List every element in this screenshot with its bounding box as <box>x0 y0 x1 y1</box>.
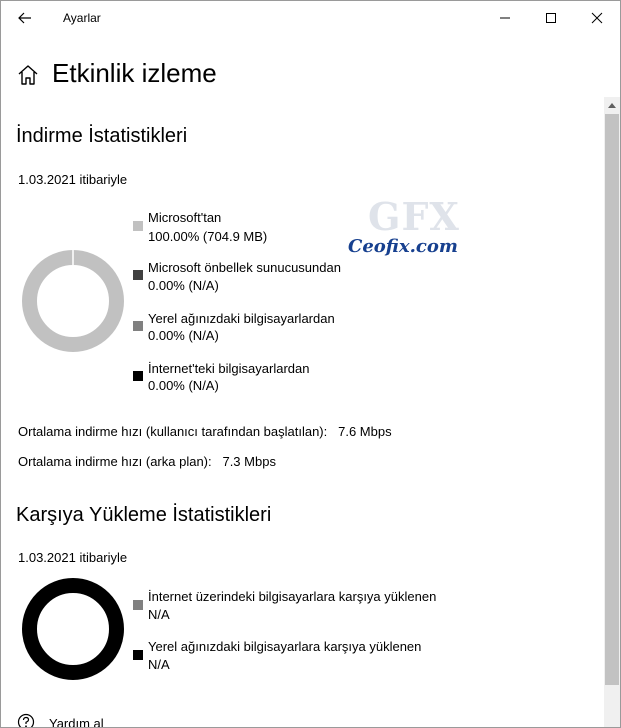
upload-legend-name-local-network: Yerel ağınızdaki bilgisayarlara karşıya yüklenen <box>148 639 422 654</box>
download-legend-name-local-network: Yerel ağınızdaki bilgisayarlardan <box>148 311 335 326</box>
download-legend-name-cache-server: Microsoft önbellek sunucusundan <box>148 260 341 275</box>
watermark-site-text: Ceofix.com <box>348 236 458 257</box>
download-legend-name-internet: İnternet'teki bilgisayarlardan <box>148 361 310 376</box>
upload-legend-swatch-local-network <box>133 650 143 660</box>
download-heading: İndirme İstatistikleri <box>16 125 188 147</box>
vertical-scrollbar[interactable] <box>604 97 620 727</box>
download-legend-value-cache-server: 0.00% (N/A) <box>148 278 219 293</box>
avg-download-background-value: 7.3 Mbps <box>222 454 276 469</box>
back-button[interactable] <box>9 5 41 31</box>
scroll-thumb[interactable] <box>605 114 619 685</box>
maximize-button[interactable] <box>528 1 574 35</box>
page-title: Etkinlik izleme <box>52 58 217 88</box>
maximize-icon <box>545 12 557 24</box>
help-icon[interactable] <box>17 713 35 728</box>
avg-download-user-label: Ortalama indirme hızı (kullanıcı tarafından başlatılan): <box>18 424 328 439</box>
upload-heading: Karşıya Yükleme İstatistikleri <box>16 504 272 526</box>
download-donut-ring <box>30 258 117 345</box>
title-bar <box>1 1 620 35</box>
download-legend-swatch-cache-server <box>133 270 143 280</box>
download-legend-value-local-network: 0.00% (N/A) <box>148 328 219 343</box>
download-legend-name-microsoft: Microsoft'tan <box>148 210 222 225</box>
upload-donut-ring <box>30 586 117 673</box>
app-title: Ayarlar <box>63 11 101 25</box>
upload-legend-swatch-internet <box>133 600 143 610</box>
close-button[interactable] <box>574 1 620 35</box>
avg-download-user <box>18 424 392 439</box>
scroll-up-button[interactable] <box>604 97 620 113</box>
upload-legend-name-internet: İnternet üzerindeki bilgisayarlara karşıya yüklenen <box>148 589 437 604</box>
back-arrow-icon <box>18 12 32 24</box>
download-donut-chart <box>22 250 124 352</box>
home-icon[interactable] <box>17 64 39 86</box>
scroll-up-arrow-icon <box>608 102 616 108</box>
close-icon <box>591 12 603 24</box>
watermark-gfx-text: GFX <box>368 194 460 239</box>
help-link[interactable]: Yardım al <box>49 716 104 728</box>
minimize-icon <box>499 12 511 24</box>
upload-as-of: 1.03.2021 itibariyle <box>18 550 128 565</box>
avg-download-background <box>18 454 276 469</box>
avg-download-background-label: Ortalama indirme hızı (arka plan): <box>18 454 212 469</box>
download-legend-value-microsoft: 100.00% (704.9 MB) <box>148 229 268 244</box>
watermark-logo <box>346 194 458 266</box>
download-as-of: 1.03.2021 itibariyle <box>18 172 128 187</box>
download-legend-swatch-microsoft <box>133 221 143 231</box>
download-legend-value-internet: 0.00% (N/A) <box>148 378 219 393</box>
upload-legend-value-local-network: N/A <box>148 657 170 672</box>
minimize-button[interactable] <box>482 1 528 35</box>
download-legend-swatch-internet <box>133 371 143 381</box>
upload-donut-chart <box>22 578 124 680</box>
upload-legend-value-internet: N/A <box>148 607 170 622</box>
download-legend-swatch-local-network <box>133 321 143 331</box>
avg-download-user-value: 7.6 Mbps <box>338 424 392 439</box>
